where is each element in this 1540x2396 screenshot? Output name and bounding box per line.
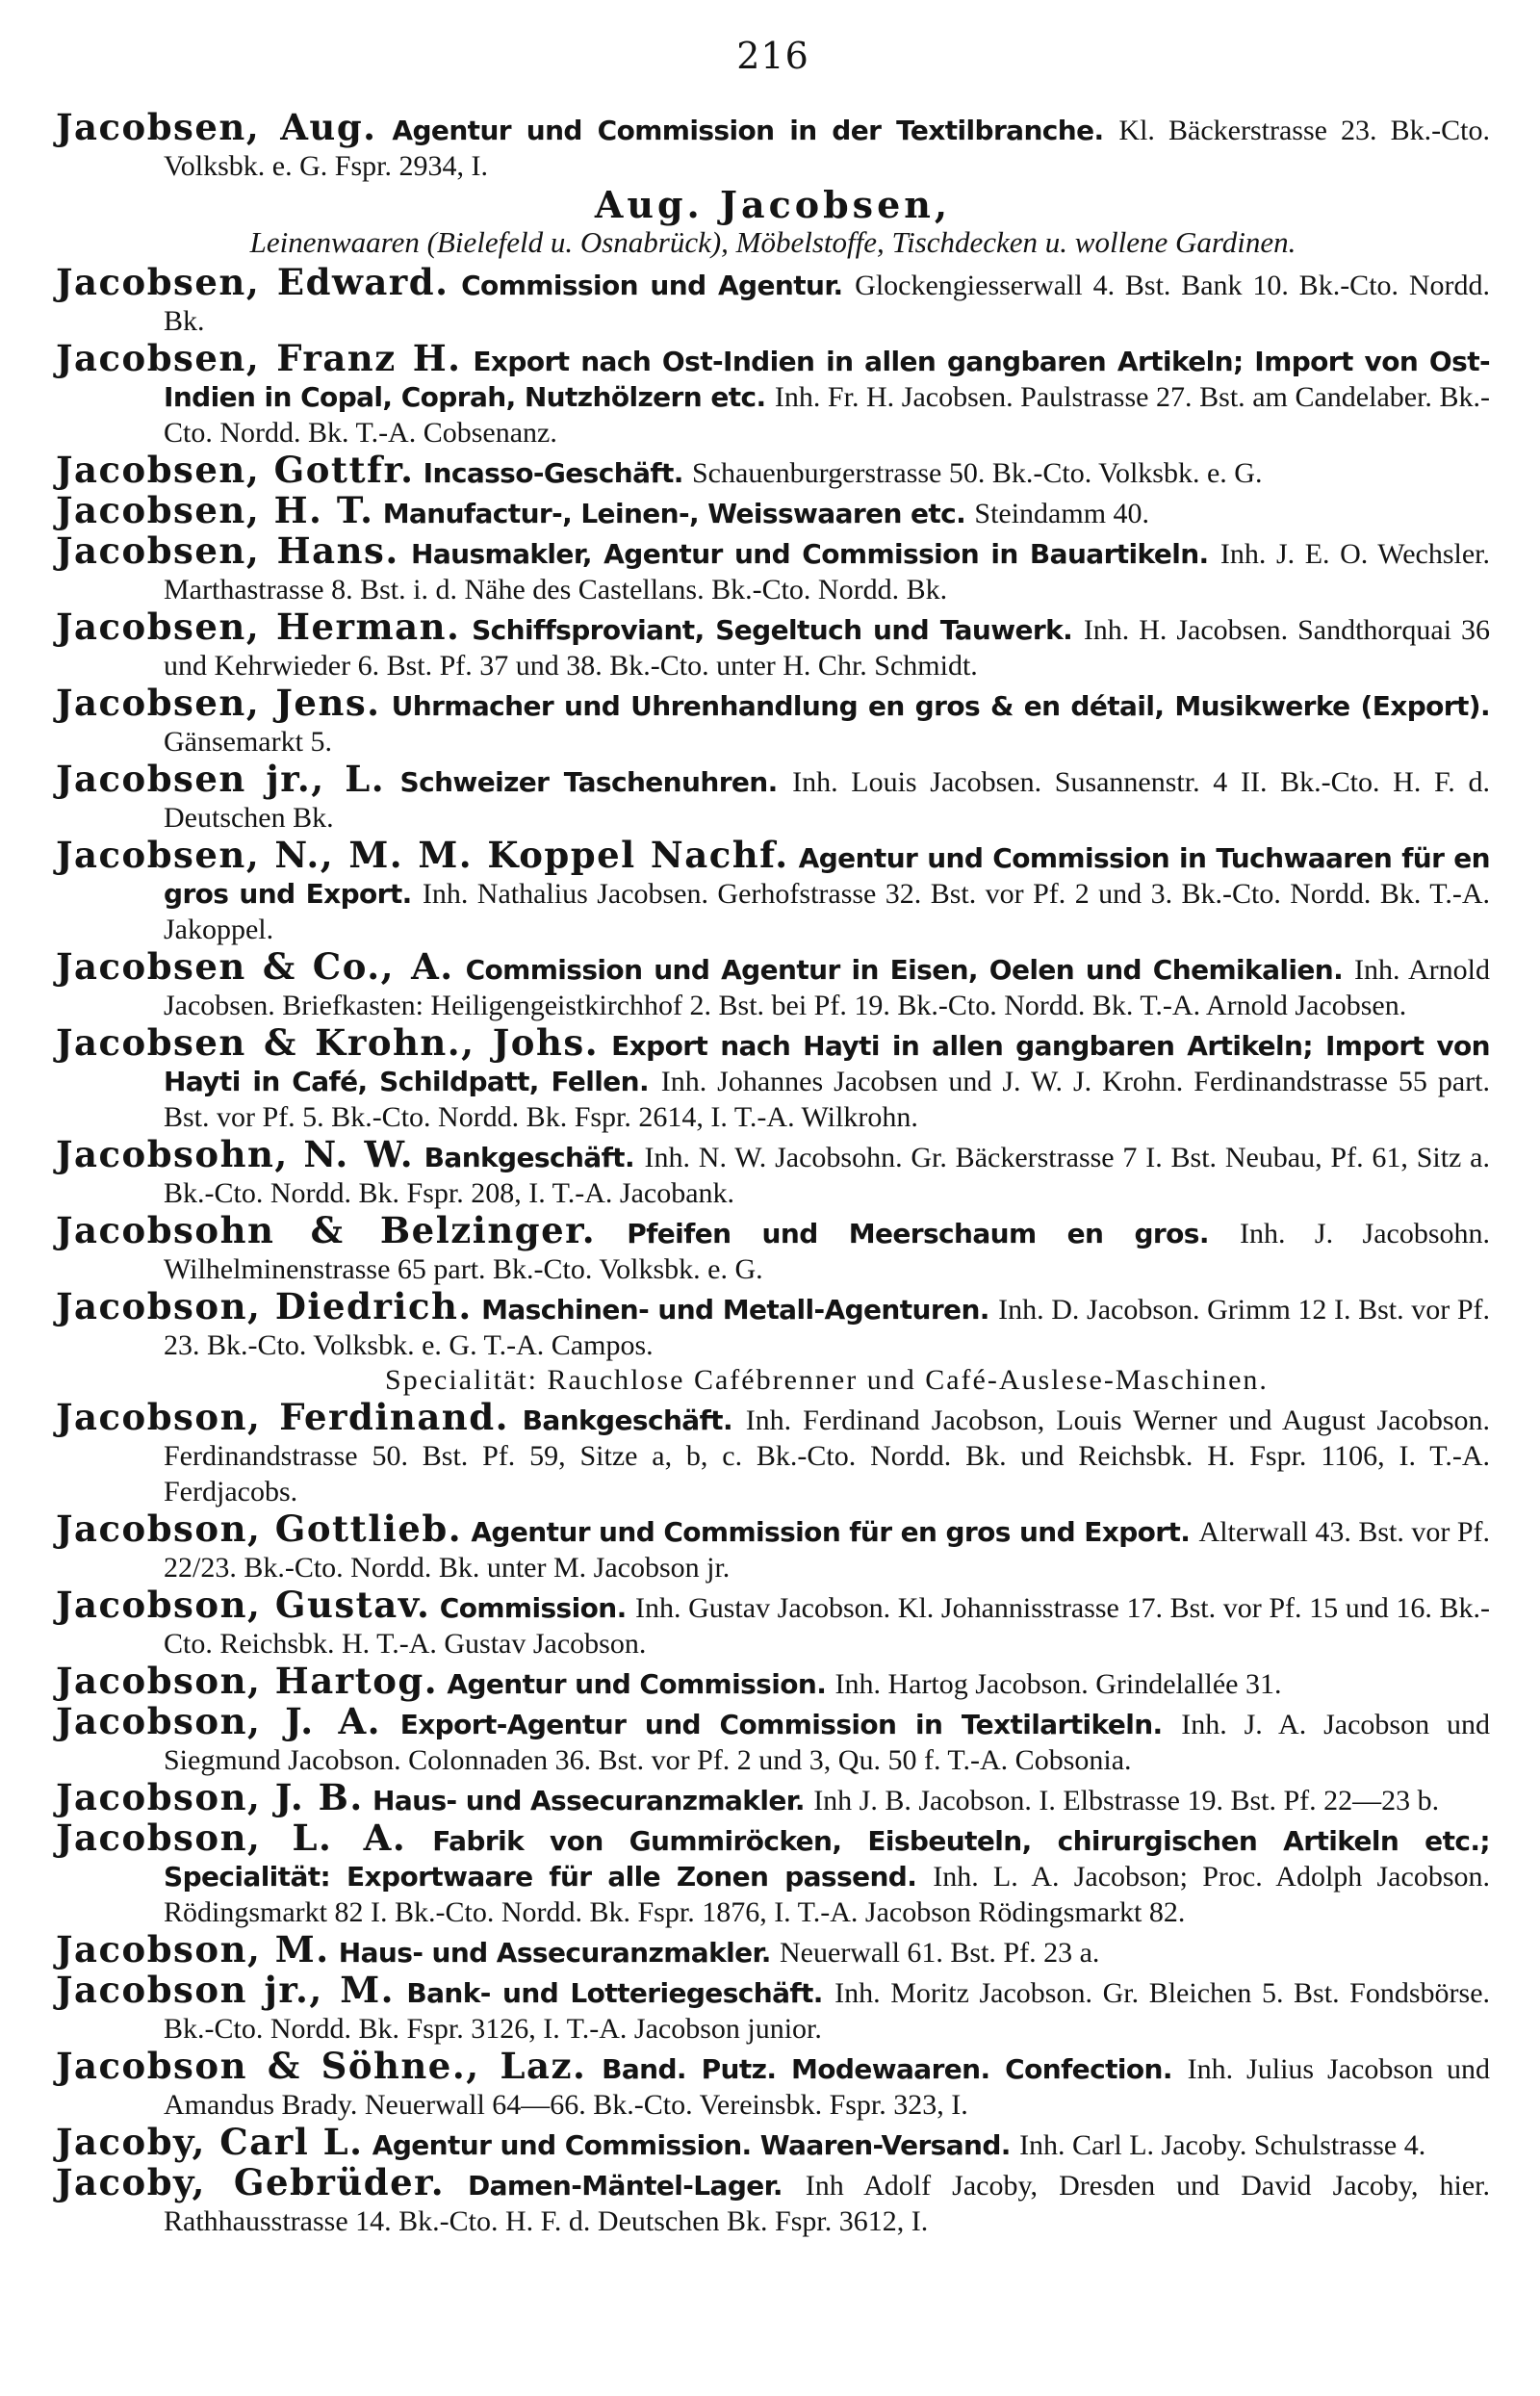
entry-details: Inh. Johannes Jacobsen und J. W. J. Krohn. Ferdinandstrasse 55 part. Bst. vor Pf. 5. Bk.-Cto. Nordd. Bk. Fspr. 2614, I. T.-A. Wilkrohn. <box>164 1066 1490 1133</box>
entry-name: Jacobsen, Gottfr. <box>56 449 415 491</box>
directory-entry <box>56 1776 1490 1818</box>
directory-entry <box>56 758 1490 836</box>
directory-entry <box>56 2161 1491 2239</box>
entry-details: Inh. N. W. Jacobsohn. Gr. Bäckerstrasse 7 I. Bst. Neubau, Pf. 61, Sitz a. Bk.-Cto. Nordd. Bk. Fspr. 208, I. T.-A. Jacobank. <box>164 1142 1490 1209</box>
directory-entry <box>56 834 1491 947</box>
directory-entry <box>56 489 1490 531</box>
directory-entry <box>56 1396 1490 1509</box>
entry-details: Inh. Nathalius Jacobsen. Gerhofstrasse 32. Bst. vor Pf. 2 und 3. Bk.-Cto. Nordd. Bk. T.-A. Jakoppel. <box>164 878 1491 945</box>
entry-business: Maschinen- und Metall-Agenturen. <box>481 1294 989 1326</box>
entry-details: Inh. Carl L. Jacoby. Schulstrasse 4. <box>1019 2129 1426 2161</box>
directory-entry <box>56 1584 1490 1662</box>
advertisement-block <box>56 183 1490 261</box>
directory-entry <box>56 1507 1491 1585</box>
entry-details: Inh J. B. Jacobson. I. Elbstrasse 19. Bst. Pf. 22—23 b. <box>813 1785 1440 1816</box>
entry-details: Glockengiesserwall 4. Bst. Bank 10. Bk.-Cto. Nordd. Bk. <box>164 270 1491 337</box>
entry-name: Jacobson, Diedrich. <box>56 1285 473 1327</box>
entry-details: Alterwall 43. Bst. vor Pf. 22/23. Bk.-Cto. Nordd. Bk. unter M. Jacobson jr. <box>164 1516 1491 1584</box>
entry-business: Haus- und Assecuranzmakler. <box>338 1937 771 1969</box>
entry-business: Haus- und Assecuranzmakler. <box>372 1785 805 1816</box>
entry-details: Neuerwall 61. Bst. Pf. 23 a. <box>779 1937 1100 1969</box>
entry-name: Jacobsen, Jens. <box>56 682 381 724</box>
entry-business: Schiffsproviant, Segeltuch und Tauwerk. <box>472 614 1073 646</box>
entry-business: Uhrmacher und Uhrenhandlung en gros & en détail, Musikwerke (Export). <box>391 690 1490 722</box>
directory-entry <box>56 2121 1490 2163</box>
entry-name: Jacobsen & Co., A. <box>56 945 454 988</box>
entry-details: Inh. Moritz Jacobson. Gr. Bleichen 5. Bst. Fondsbörse. Bk.-Cto. Nordd. Bk. Fspr. 3126, I. T.-A. Jacobson junior. <box>164 1977 1491 2045</box>
entry-details: Inh Adolf Jacoby, Dresden und David Jacoby, hier. Rathhausstrasse 14. Bk.-Cto. H. F. d. Deutschen Bk. Fspr. 3612, I. <box>164 2170 1491 2237</box>
entry-details: Inh. H. Jacobsen. Sandthorquai 36 und Kehrwieder 6. Bst. Pf. 37 und 38. Bk.-Cto. unter H. Chr. Schmidt. <box>164 614 1490 682</box>
entry-business: Band. Putz. Modewaaren. Confection. <box>602 2053 1172 2085</box>
page-number: 216 <box>736 35 809 77</box>
entry-name: Jacobson, M. <box>56 1928 330 1971</box>
entry-name: Jacobson, Hartog. <box>56 1660 439 1702</box>
directory-entry <box>56 1285 1490 1398</box>
entry-details: Gänsemarkt 5. <box>164 726 332 758</box>
directory-entry <box>56 1928 1490 1971</box>
entry-name: Jacobsen, Herman. <box>56 605 461 648</box>
entry-business: Export nach Ost-Indien in allen gangbaren Artikeln; Import von Ost-Indien in Copal, Coprah, Nutzhölzern etc. <box>164 346 1490 413</box>
entry-name: Jacobsen, Franz H. <box>56 337 462 379</box>
entry-name: Jacobsen, Edward. <box>56 261 449 303</box>
entry-business: Commission und Agentur. <box>461 270 843 301</box>
directory-entry <box>56 945 1490 1023</box>
entry-business: Bankgeschäft. <box>424 1142 634 1173</box>
entry-name: Jacobson, Gustav. <box>56 1584 431 1626</box>
directory-entry <box>56 106 1491 184</box>
entry-business: Hausmakler, Agentur und Commission in Bauartikeln. <box>411 538 1209 570</box>
entry-name: Jacobsohn, N. W. <box>56 1133 415 1175</box>
advertisement-subtitle: Leinenwaaren (Bielefeld u. Osnabrück), Möbelstoffe, Tischdecken u. wollene Gardinen. <box>249 225 1296 259</box>
entry-name: Jacobson, Ferdinand. <box>56 1396 509 1438</box>
entry-details: Inh. Ferdinand Jacobson, Louis Werner und August Jacobson. Ferdinandstrasse 50. Bst. Pf. 59, Sitze a, b, c. Bk.-Cto. Nordd. Bk. und Reichsbk. H. Fspr. 1106, I. T.-A. Ferdjacobs. <box>164 1404 1490 1507</box>
entry-name: Jacobsen & Krohn., Johs. <box>56 1021 600 1064</box>
entry-business: Export nach Hayti in allen gangbaren Artikeln; Import von Hayti in Café, Schildpatt, Fellen. <box>164 1030 1491 1097</box>
directory-entry <box>56 1209 1491 1287</box>
directory-entry <box>56 1700 1491 1778</box>
directory-entry <box>56 682 1490 760</box>
entry-name: Jacobsen, Hans. <box>56 529 399 572</box>
entry-details: Inh. Louis Jacobsen. Susannenstr. 4 II. Bk.-Cto. H. F. d. Deutschen Bk. <box>164 766 1490 834</box>
entry-name: Jacobson, L. A. <box>56 1816 407 1859</box>
directory-entry <box>56 261 1491 339</box>
entry-business: Bankgeschäft. <box>522 1404 732 1436</box>
entry-details: Inh. J. A. Jacobson und Siegmund Jacobson. Colonnaden 36. Bst. vor Pf. 2 und 3, Qu. 50 f. T.-A. Cobsonia. <box>164 1709 1491 1776</box>
entry-business: Agentur und Commission. <box>447 1668 827 1700</box>
directory-entry <box>56 1816 1490 1930</box>
entry-details: Steindamm 40. <box>974 498 1150 529</box>
entry-business: Commission und Agentur in Eisen, Oelen und Chemikalien. <box>465 954 1344 986</box>
entry-business: Manufactur-, Leinen-, Weisswaaren etc. <box>382 498 966 529</box>
entry-business: Damen-Mäntel-Lager. <box>467 2170 783 2202</box>
directory-entry <box>56 1133 1490 1211</box>
directory-entry <box>56 337 1491 451</box>
entry-details: Inh. J. Jacobsohn. Wilhelminenstrasse 65 part. Bk.-Cto. Volksbk. e. G. <box>164 1218 1491 1285</box>
directory-entry <box>56 1660 1490 1702</box>
entry-details: Inh. D. Jacobson. Grimm 12 I. Bst. vor Pf. 23. Bk.-Cto. Volksbk. e. G. T.-A. Campos. <box>164 1294 1490 1361</box>
entry-name: Jacoby, Gebrüder. <box>56 2161 446 2203</box>
directory-entry <box>56 1021 1491 1135</box>
entry-name: Jacobson, J. A. <box>56 1700 382 1742</box>
entry-details: Inh. Gustav Jacobson. Kl. Johannisstrasse 17. Bst. vor Pf. 15 und 16. Bk.-Cto. Reichsbk. H. T.-A. Gustav Jacobson. <box>164 1592 1490 1660</box>
entry-business: Bank- und Lotteriegeschäft. <box>406 1977 823 2009</box>
entry-name: Jacobson & Söhne., Laz. <box>56 2045 587 2087</box>
directory-entry <box>56 1969 1491 2047</box>
entry-business: Agentur und Commission in der Textilbranche. <box>392 115 1104 146</box>
directory-entry <box>56 449 1490 491</box>
entry-list <box>56 106 1491 2239</box>
entry-details: Schauenburgerstrasse 50. Bk.-Cto. Volksbk. e. G. <box>692 457 1263 489</box>
entry-business: Fabrik von Gummiröcken, Eisbeuteln, chirurgischen Artikeln etc.; Specialität: Exportwaare für alle Zonen passend. <box>164 1825 1490 1893</box>
entry-name: Jacobson, Gottlieb. <box>56 1507 463 1550</box>
entry-business: Commission. <box>439 1592 627 1624</box>
entry-business: Schweizer Taschenuhren. <box>399 766 778 798</box>
advertisement-title: Aug. Jacobsen, <box>594 183 952 226</box>
entry-details: Inh. Fr. H. Jacobsen. Paulstrasse 27. Bst. am Candelaber. Bk.-Cto. Nordd. Bk. T.-A. Cobsenanz. <box>164 381 1491 449</box>
entry-business: Agentur und Commission. Waaren-Versand. <box>372 2129 1011 2161</box>
entry-name: Jacoby, Carl L. <box>56 2121 364 2163</box>
entry-business: Agentur und Commission für en gros und Export. <box>471 1516 1191 1548</box>
entry-name: Jacobson jr., M. <box>56 1969 396 2011</box>
directory-entry <box>56 2045 1491 2123</box>
entry-business: Agentur und Commission in Tuchwaaren für en gros und Export. <box>164 842 1490 910</box>
entry-name: Jacobson, J. B. <box>56 1776 364 1818</box>
entry-business: Pfeifen und Meerschaum en gros. <box>627 1218 1209 1250</box>
directory-entry <box>56 605 1490 683</box>
entry-details: Inh. Arnold Jacobsen. Briefkasten: Heiligengeistkirchhof 2. Bst. bei Pf. 19. Bk.-Cto. Nordd. Bk. T.-A. Arnold Jacobsen. <box>164 954 1490 1021</box>
entry-business: Export-Agentur und Commission in Textilartikeln. <box>399 1709 1163 1740</box>
entry-details: Inh. J. E. O. Wechsler. Marthastrasse 8. Bst. i. d. Nähe des Castellans. Bk.-Cto. Nordd. Bk. <box>164 538 1491 605</box>
entry-details: Inh. Julius Jacobson und Amandus Brady. Neuerwall 64—66. Bk.-Cto. Vereinsbk. Fspr. 323, I. <box>164 2053 1491 2121</box>
entry-name: Jacobsen, Aug. <box>56 106 377 148</box>
directory-page <box>56 35 1490 2241</box>
entry-note: Specialität: Rauchlose Cafébrenner und Café-Auslese-Maschinen. <box>385 1364 1269 1396</box>
entry-business: Incasso-Geschäft. <box>423 457 683 489</box>
directory-entry <box>56 529 1491 607</box>
entry-details: Kl. Bäckerstrasse 23. Bk.-Cto. Volksbk. e. G. Fspr. 2934, I. <box>164 115 1491 182</box>
entry-name: Jacobsen, N., M. M. Koppel Nachf. <box>56 834 789 876</box>
entry-name: Jacobsen jr., L. <box>56 758 386 800</box>
entry-name: Jacobsen, H. T. <box>56 489 374 531</box>
entry-details: Inh. L. A. Jacobson; Proc. Adolph Jacobson. Rödingsmarkt 82 I. Bk.-Cto. Nordd. Bk. Fspr. 1876, I. T.-A. Jacobson Rödingsmarkt 82. <box>164 1861 1490 1928</box>
entry-name: Jacobsohn & Belzinger. <box>56 1209 597 1251</box>
entry-details: Inh. Hartog Jacobson. Grindelallée 31. <box>834 1668 1282 1700</box>
